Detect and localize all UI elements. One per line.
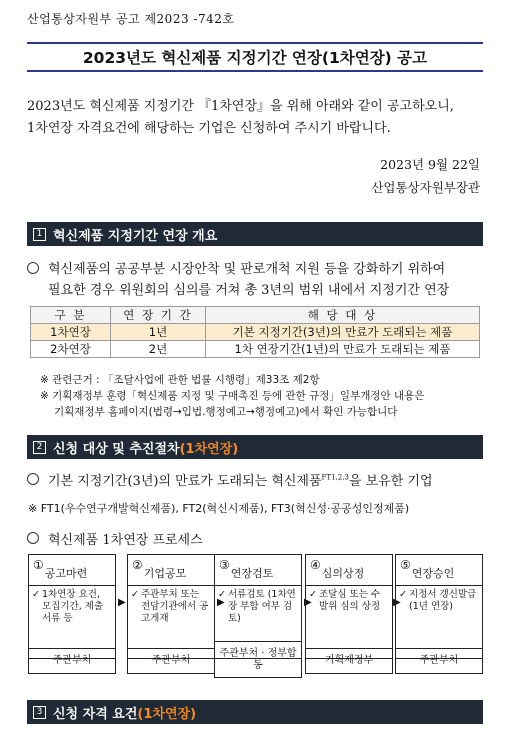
- bullet-line-2: 필요한 경우 위원회의 심의를 거쳐 총 3년의 범위 내에서 지정기간 연장: [48, 283, 450, 298]
- table-header-cell: 구 분: [31, 307, 111, 324]
- intro-line-1: 2023년도 혁신제품 지정기간 『1차연장』을 위해 아래와 같이 공고하오니,: [27, 99, 454, 114]
- arrow-right-icon: ▶: [304, 597, 312, 608]
- step-label: 공고마련: [44, 567, 88, 580]
- step-number: ②: [132, 558, 143, 572]
- note-line-2: 기획재정부 홈페이지(법령→입법.행정예고→행정예고)에서 확인 가능합니다: [54, 406, 398, 418]
- section-1-header: [27, 222, 483, 246]
- table-cell: 기본 지정기간(3년)의 만료가 도래되는 제품: [206, 324, 480, 341]
- table-cell: 1차연장: [31, 324, 111, 341]
- notice-title: 2023년도 혁신제품 지정기간 연장(1차연장) 공고: [27, 42, 483, 72]
- intro-line-2: 1차연장 자격요건에 해당하는 기업은 신청하여 주시기 바랍니다.: [27, 121, 391, 136]
- section-2-header: [27, 435, 483, 459]
- circle-bullet-icon: [27, 473, 39, 485]
- step-description: 조달심 또는 수발위 심의 상정: [319, 589, 381, 612]
- table-cell: 2년: [111, 341, 206, 358]
- issuer-name: 산업통상자원부장관: [371, 180, 480, 195]
- intro-text: [27, 96, 487, 140]
- document-number: 산업통상자원부 공고 제2023 -742호: [27, 12, 235, 26]
- step-description: 서류검토 (1차연장 부합 여부 검토): [228, 589, 296, 624]
- step-number: ④: [310, 558, 321, 572]
- process-step-4: [305, 554, 393, 659]
- check-icon: ✓: [309, 589, 317, 600]
- note-line-1: ※ 기획재정부 훈령「혁신제품 지정 및 구매촉진 등에 관한 규정」일부개정안 내용은: [40, 390, 425, 402]
- check-icon: ✓: [218, 589, 226, 600]
- section-title: 신청 자격 요건: [53, 706, 138, 722]
- circle-bullet-icon: [27, 532, 39, 544]
- section-title: 혁신제품 지정기간 연장 개요: [53, 228, 218, 244]
- step-owner: 주관부처 · 정부합동: [214, 641, 302, 678]
- process-step-5: [395, 554, 483, 659]
- step-owner: 주관부처: [395, 648, 483, 674]
- step-description: 1차연장 요건, 모집기간, 제출 서류 등: [42, 589, 104, 624]
- table-header-row: [31, 307, 480, 324]
- notice-date: 2023년 9월 22일: [380, 157, 480, 172]
- process-step-2: [127, 554, 215, 659]
- ft-superscript: FT1,2,3: [321, 473, 349, 482]
- step-label: 연장승인: [411, 567, 455, 580]
- section-title-accent: (1차연장): [137, 706, 197, 722]
- section-title: 신청 대상 및 추진절차: [53, 441, 180, 457]
- process-step-1: [28, 554, 116, 659]
- step-description: 지정서 갱신발급 (1년 연장): [409, 589, 477, 612]
- section-number-box: 3: [33, 706, 46, 719]
- section-number-box: 2: [33, 441, 46, 454]
- process-step-3: [214, 554, 302, 659]
- step-number: ③: [219, 558, 230, 572]
- process-title: 혁신제품 1차연장 프로세스: [48, 533, 203, 548]
- step-number: ①: [33, 558, 44, 572]
- arrow-right-icon: ▶: [393, 597, 401, 608]
- circle-bullet-icon: [27, 262, 39, 274]
- step-label: 심의상정: [321, 567, 365, 580]
- section-3-header: [27, 700, 483, 724]
- step-label: 기업공모: [143, 567, 187, 580]
- extension-period-table: [30, 306, 480, 358]
- step-description: 주관부처 또는 전담기관에서 공고게재: [141, 589, 209, 624]
- arrow-right-icon: ▶: [118, 597, 126, 608]
- ft-note: ※ FT1(우수연구개발혁신제품), FT2(혁신시제품), FT3(혁신성·공공성인정제품): [28, 502, 410, 515]
- process-bullet: [27, 529, 203, 548]
- step-label: 연장검토: [230, 567, 274, 580]
- table-header-cell: 연 장 기 간: [111, 307, 206, 324]
- step-owner: 주관부처: [127, 648, 215, 674]
- step-owner: 주관부처: [28, 648, 116, 674]
- step-owner: 기획재정부: [305, 648, 393, 674]
- section-number-box: 1: [33, 228, 46, 241]
- check-icon: ✓: [399, 589, 407, 600]
- table-cell: 1차 연장기간(1년)의 만료가 도래되는 제품: [206, 341, 480, 358]
- target-bullet: [27, 470, 433, 489]
- target-text-tail: 을 보유한 기업: [348, 474, 433, 489]
- target-text: 기본 지정기간(3년)의 만료가 도래되는 혁신제품: [48, 474, 322, 489]
- section-title-accent: (1차연장): [179, 441, 239, 457]
- overview-bullet: [27, 259, 487, 301]
- table-row: [31, 341, 480, 358]
- legal-basis-note: ※ 관련근거 : 「조달사업에 관한 법률 시행령」제33조 제2항: [40, 374, 320, 386]
- table-header-cell: 해 당 대 상: [206, 307, 480, 324]
- table-row: [31, 324, 480, 341]
- bullet-line-1: 혁신제품의 공공부분 시장안착 및 판로개척 지원 등을 강화하기 위하여: [48, 262, 446, 277]
- arrow-right-icon: ▶: [217, 597, 225, 608]
- table-cell: 2차연장: [31, 341, 111, 358]
- regulation-note: [40, 388, 490, 420]
- check-icon: ✓: [32, 589, 40, 600]
- check-icon: ✓: [131, 589, 139, 600]
- step-number: ⑤: [400, 558, 411, 572]
- table-cell: 1년: [111, 324, 206, 341]
